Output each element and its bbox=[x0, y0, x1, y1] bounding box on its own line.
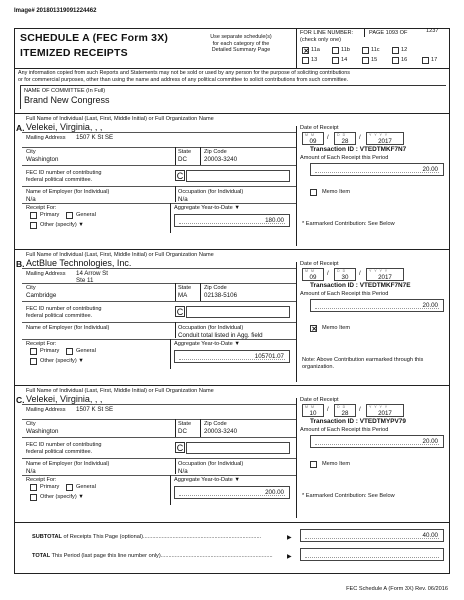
amount-ticks bbox=[315, 170, 439, 173]
amount-value: 20.00 bbox=[422, 166, 438, 173]
aggregate-box bbox=[174, 214, 290, 227]
col-line bbox=[170, 475, 171, 505]
date-year-box[interactable] bbox=[366, 132, 404, 145]
state-label: State bbox=[178, 149, 192, 155]
col-line bbox=[200, 283, 201, 301]
zip: 20003-3240 bbox=[204, 156, 238, 163]
mailing-address-label: Mailing Address bbox=[26, 407, 66, 413]
aggregate-value: 180.00 bbox=[265, 217, 284, 224]
occupation: N/a bbox=[178, 196, 188, 203]
contributor-name: ActBlue Technologies, Inc. bbox=[26, 258, 132, 268]
col-line bbox=[200, 147, 201, 165]
employer-label: Name of Employer (for Individual) bbox=[26, 461, 110, 467]
employer: N/a bbox=[26, 468, 36, 475]
memo-item-label: Memo Item bbox=[322, 325, 350, 331]
date-month-value: 09 bbox=[309, 274, 317, 281]
subtotal-amount-box bbox=[300, 529, 444, 542]
general-checkbox[interactable] bbox=[66, 348, 73, 355]
mailing-address-label: Mailing Address bbox=[26, 135, 66, 141]
entry-divider bbox=[296, 262, 297, 382]
date-month-hint: M M bbox=[305, 133, 315, 137]
subtotal-arrow: ▶ bbox=[287, 535, 292, 541]
mailing-address: 1507 K St SE bbox=[76, 134, 114, 141]
mailing-address: 14 Arrow St bbox=[76, 270, 108, 277]
date-slash: / bbox=[327, 407, 329, 413]
fec-id-c-box: C bbox=[176, 307, 184, 317]
col-line bbox=[170, 339, 171, 369]
note-line-1: Use separate schedule(s) bbox=[210, 34, 272, 40]
date-month-value: 09 bbox=[309, 138, 317, 145]
date-year-box[interactable] bbox=[366, 268, 404, 281]
zip-label: Zip Code bbox=[204, 149, 227, 155]
entry-note: Note: Above Contribution earmarked through this organization. bbox=[302, 357, 424, 370]
date-day-value: 30 bbox=[341, 274, 349, 281]
line-option-label: 11a bbox=[311, 47, 320, 53]
date-day-box[interactable] bbox=[334, 132, 356, 145]
primary-label: Primary bbox=[40, 212, 60, 218]
col-line bbox=[175, 419, 176, 437]
city: Washington bbox=[26, 428, 59, 435]
form-footer: FEC Schedule A (Form 3X) Rev. 06/2016 bbox=[346, 586, 448, 592]
transaction-id: Transaction ID : VTEDTMKF7N7E bbox=[310, 282, 411, 289]
fec-id-field[interactable] bbox=[186, 306, 290, 318]
date-day-hint: D D bbox=[337, 405, 347, 409]
check-only-one: (check only one) bbox=[300, 37, 342, 43]
contributor-name: Velekei, Virginia, , , bbox=[26, 122, 103, 132]
entry-letter: B. bbox=[16, 259, 25, 269]
disclaimer-line-1: Any information copied from such Reports and Statements may not be sold or used by any person for the purpose of soliciting contributions bbox=[18, 70, 351, 76]
total-amount-box bbox=[300, 548, 444, 561]
state: DC bbox=[178, 156, 187, 163]
date-year-box[interactable] bbox=[366, 404, 404, 417]
full-name-label: Full Name of Individual (Last, First, Middle Initial) or Full Organization Name bbox=[26, 252, 214, 258]
contributor-name: Velekei, Virginia, , , bbox=[26, 394, 103, 404]
other-checkbox[interactable] bbox=[30, 494, 37, 501]
date-day-value: 28 bbox=[341, 138, 349, 145]
date-year-hint: Y Y Y Y bbox=[369, 405, 389, 409]
line-option-label: 15 bbox=[371, 57, 378, 63]
line-checkbox-11c[interactable] bbox=[362, 47, 369, 54]
full-name-label: Full Name of Individual (Last, First, Middle Initial) or Full Organization Name bbox=[26, 388, 214, 394]
memo-item-checkbox[interactable] bbox=[310, 461, 317, 468]
general-checkbox[interactable] bbox=[66, 212, 73, 219]
line-checkbox-13[interactable] bbox=[302, 57, 309, 64]
entry-separator bbox=[14, 249, 450, 250]
row-line bbox=[22, 419, 296, 420]
entry-note: * Earmarked Contribution: See Below bbox=[302, 221, 395, 227]
total-ticks bbox=[305, 555, 439, 558]
subtotal-strong: SUBTOTAL bbox=[32, 534, 62, 540]
row-line bbox=[22, 165, 296, 166]
occupation-label: Occupation (for Individual) bbox=[178, 189, 244, 195]
entry-separator bbox=[14, 385, 450, 386]
zip: 02138-5106 bbox=[204, 292, 238, 299]
col-line bbox=[175, 458, 176, 474]
transaction-id: Transaction ID : VTEDTMYPV79 bbox=[310, 418, 406, 425]
city-label: City bbox=[26, 149, 36, 155]
general-label: General bbox=[76, 348, 96, 354]
line-checkbox-15[interactable] bbox=[362, 57, 369, 64]
note-line-3: Detailed Summary Page bbox=[211, 47, 271, 54]
date-of-receipt-label: Date of Receipt bbox=[300, 261, 339, 267]
line-option-label: 11b bbox=[341, 47, 350, 53]
general-label: General bbox=[76, 212, 96, 218]
general-checkbox[interactable] bbox=[66, 484, 73, 491]
amount-label: Amount of Each Receipt this Period bbox=[300, 291, 389, 297]
line-checkbox-17[interactable] bbox=[422, 57, 429, 64]
primary-label: Primary bbox=[40, 484, 60, 490]
city-label: City bbox=[26, 421, 36, 427]
total-arrow: ▶ bbox=[287, 554, 292, 560]
general-label: General bbox=[76, 484, 96, 490]
row-line bbox=[22, 475, 296, 476]
amount-ticks bbox=[315, 306, 439, 309]
separate-schedules-note bbox=[194, 34, 288, 54]
date-month-box[interactable] bbox=[302, 404, 324, 417]
zip-label: Zip Code bbox=[204, 421, 227, 427]
date-month-box[interactable] bbox=[302, 268, 324, 281]
state: MA bbox=[178, 292, 188, 299]
disclaimer-line-2: or for commercial purposes, other than using the name and address of any political committee to solicit contributions from such committee. bbox=[18, 76, 349, 83]
mailing-address-2: Ste 11 bbox=[76, 277, 94, 284]
primary-checkbox[interactable] bbox=[30, 348, 37, 355]
amount-box bbox=[310, 435, 444, 448]
row-line bbox=[22, 186, 296, 187]
date-month-hint: M M bbox=[305, 269, 315, 273]
full-name-label: Full Name of Individual (Last, First, Middle Initial) or Full Organization Name bbox=[26, 116, 214, 122]
line-option-label: 14 bbox=[341, 57, 348, 63]
date-slash: / bbox=[359, 271, 361, 277]
line-option-label: 16 bbox=[401, 57, 408, 63]
form-subtitle: ITEMIZED RECEIPTS bbox=[20, 47, 128, 59]
line-checkbox-12[interactable] bbox=[392, 47, 399, 54]
col-line bbox=[170, 203, 171, 233]
fec-id-label-1: FEC ID number of contributing bbox=[26, 442, 102, 448]
row-line bbox=[22, 301, 296, 302]
col-line bbox=[175, 147, 176, 165]
occupation-label: Occupation (for Individual) bbox=[178, 325, 244, 331]
other-label: Other (specify) ▼ bbox=[40, 358, 84, 364]
city: Washington bbox=[26, 156, 59, 163]
row-line bbox=[22, 458, 296, 459]
row-line bbox=[22, 339, 296, 340]
date-day-value: 28 bbox=[341, 410, 349, 417]
row-line bbox=[22, 283, 296, 284]
row-line bbox=[22, 404, 296, 405]
other-label: Other (specify) ▼ bbox=[40, 222, 84, 228]
line-checkbox-11b[interactable] bbox=[332, 47, 339, 54]
subtotal-ticks bbox=[305, 536, 439, 539]
amount-box bbox=[310, 163, 444, 176]
fec-id-c-box: C bbox=[176, 443, 184, 453]
date-slash: / bbox=[327, 135, 329, 141]
primary-label: Primary bbox=[40, 348, 60, 354]
date-slash: / bbox=[359, 135, 361, 141]
image-number: Image# 201801319091224462 bbox=[14, 8, 97, 14]
transaction-id: Transaction ID : VTEDTMKF7N7 bbox=[310, 146, 407, 153]
line-checkbox-14[interactable] bbox=[332, 57, 339, 64]
entry-note: * Earmarked Contribution: See Below bbox=[302, 493, 395, 499]
aggregate-value: 105701.07 bbox=[254, 353, 284, 360]
note-line-2: for each category of the bbox=[212, 40, 270, 47]
form-title: SCHEDULE A (FEC Form 3X) bbox=[20, 32, 169, 44]
entry-letter: C. bbox=[16, 395, 25, 405]
memo-item-checkbox[interactable] bbox=[310, 325, 317, 332]
amount-value: 20.00 bbox=[422, 438, 438, 445]
zip-label: Zip Code bbox=[204, 285, 227, 291]
date-day-hint: D D bbox=[337, 269, 347, 273]
committee-label: NAME OF COMMITTEE (In Full) bbox=[24, 88, 106, 94]
state-label: State bbox=[178, 285, 192, 291]
date-year-hint: Y Y Y Y bbox=[369, 133, 389, 137]
page-label: PAGE 1093 OF bbox=[369, 30, 408, 36]
fec-id-field[interactable] bbox=[186, 170, 290, 182]
state-label: State bbox=[178, 421, 192, 427]
amount-label: Amount of Each Receipt this Period bbox=[300, 427, 389, 433]
date-day-box[interactable] bbox=[334, 268, 356, 281]
date-month-value: 10 bbox=[309, 410, 317, 417]
amount-box bbox=[310, 299, 444, 312]
subtotal-value: 40.00 bbox=[422, 532, 438, 539]
line-option-label: 11c bbox=[371, 47, 380, 53]
date-month-hint: M M bbox=[305, 405, 315, 409]
date-of-receipt-label: Date of Receipt bbox=[300, 397, 339, 403]
receipt-for-label: Receipt For: bbox=[26, 341, 57, 347]
aggregate-box bbox=[174, 350, 290, 363]
total-label bbox=[32, 553, 273, 559]
receipt-for-label: Receipt For: bbox=[26, 477, 57, 483]
city-label: City bbox=[26, 285, 36, 291]
line-checkbox-11a[interactable] bbox=[302, 47, 309, 54]
aggregate-label: Aggregate Year-to-Date ▼ bbox=[174, 205, 240, 211]
aggregate-value: 200.00 bbox=[265, 489, 284, 496]
fec-id-label-1: FEC ID number of contributing bbox=[26, 170, 102, 176]
date-day-hint: D D bbox=[337, 133, 347, 137]
date-of-receipt-label: Date of Receipt bbox=[300, 125, 339, 131]
date-slash: / bbox=[359, 407, 361, 413]
col-line bbox=[175, 322, 176, 338]
col-line bbox=[200, 419, 201, 437]
other-checkbox[interactable] bbox=[30, 358, 37, 365]
date-day-box[interactable] bbox=[334, 404, 356, 417]
date-slash: / bbox=[327, 271, 329, 277]
date-year-hint: Y Y Y Y bbox=[369, 269, 389, 273]
employer-label: Name of Employer (for Individual) bbox=[26, 325, 110, 331]
primary-checkbox[interactable] bbox=[30, 484, 37, 491]
other-checkbox[interactable] bbox=[30, 222, 37, 229]
mailing-address: 1507 K St SE bbox=[76, 406, 114, 413]
occupation-label: Occupation (for Individual) bbox=[178, 461, 244, 467]
employer: N/a bbox=[26, 196, 36, 203]
page-total: 1237 bbox=[426, 28, 439, 34]
fec-id-label-2: federal political committee. bbox=[26, 449, 93, 455]
row-line bbox=[22, 203, 296, 204]
amount-value: 20.00 bbox=[422, 302, 438, 309]
date-month-box[interactable] bbox=[302, 132, 324, 145]
employer-label: Name of Employer (for Individual) bbox=[26, 189, 110, 195]
entry-letter: A. bbox=[16, 123, 25, 133]
occupation: Conduit total listed in Agg. field bbox=[178, 332, 263, 339]
fec-id-label-1: FEC ID number of contributing bbox=[26, 306, 102, 312]
fec-id-label-2: federal political committee. bbox=[26, 313, 93, 319]
row-line bbox=[22, 268, 296, 269]
line-option-label: 12 bbox=[401, 47, 408, 53]
row-line bbox=[22, 322, 296, 323]
line-checkbox-16[interactable] bbox=[392, 57, 399, 64]
total-strong: TOTAL bbox=[32, 553, 51, 559]
state: DC bbox=[178, 428, 187, 435]
date-year-value: 2017 bbox=[378, 410, 392, 417]
mailing-address-label: Mailing Address bbox=[26, 271, 66, 277]
fec-id-label-2: federal political committee. bbox=[26, 177, 93, 183]
row-line bbox=[22, 437, 296, 438]
col-line bbox=[175, 186, 176, 202]
receipt-for-label: Receipt For: bbox=[26, 205, 57, 211]
memo-item-label: Memo Item bbox=[322, 461, 350, 467]
row-line bbox=[22, 132, 296, 133]
row-line bbox=[22, 147, 296, 148]
total-text: This Period (last page this line number only)........................................................................ bbox=[51, 553, 273, 559]
entry-divider bbox=[296, 398, 297, 518]
col-line bbox=[175, 283, 176, 301]
line-option-label: 17 bbox=[431, 57, 438, 63]
primary-checkbox[interactable] bbox=[30, 212, 37, 219]
date-year-value: 2017 bbox=[378, 138, 392, 145]
committee-name: Brand New Congress bbox=[24, 95, 110, 105]
occupation: N/a bbox=[178, 468, 188, 475]
memo-item-checkbox[interactable] bbox=[310, 189, 317, 196]
line-number-label: FOR LINE NUMBER: bbox=[300, 30, 354, 36]
entry-divider bbox=[296, 126, 297, 246]
aggregate-label: Aggregate Year-to-Date ▼ bbox=[174, 477, 240, 483]
city: Cambridge bbox=[26, 292, 57, 299]
aggregate-label: Aggregate Year-to-Date ▼ bbox=[174, 341, 240, 347]
aggregate-box bbox=[174, 486, 290, 499]
other-label: Other (specify) ▼ bbox=[40, 494, 84, 500]
amount-label: Amount of Each Receipt this Period bbox=[300, 155, 389, 161]
subtotal-text: of Receipts This Page (optional)............................................................................ bbox=[63, 534, 262, 540]
memo-item-label: Memo Item bbox=[322, 189, 350, 195]
amount-ticks bbox=[315, 442, 439, 445]
line-option-label: 13 bbox=[311, 57, 318, 63]
fec-id-field[interactable] bbox=[186, 442, 290, 454]
fec-id-c-box: C bbox=[176, 171, 184, 181]
disclaimer bbox=[18, 70, 446, 83]
zip: 20003-3240 bbox=[204, 428, 238, 435]
date-year-value: 2017 bbox=[378, 274, 392, 281]
subtotal-label bbox=[32, 534, 261, 540]
